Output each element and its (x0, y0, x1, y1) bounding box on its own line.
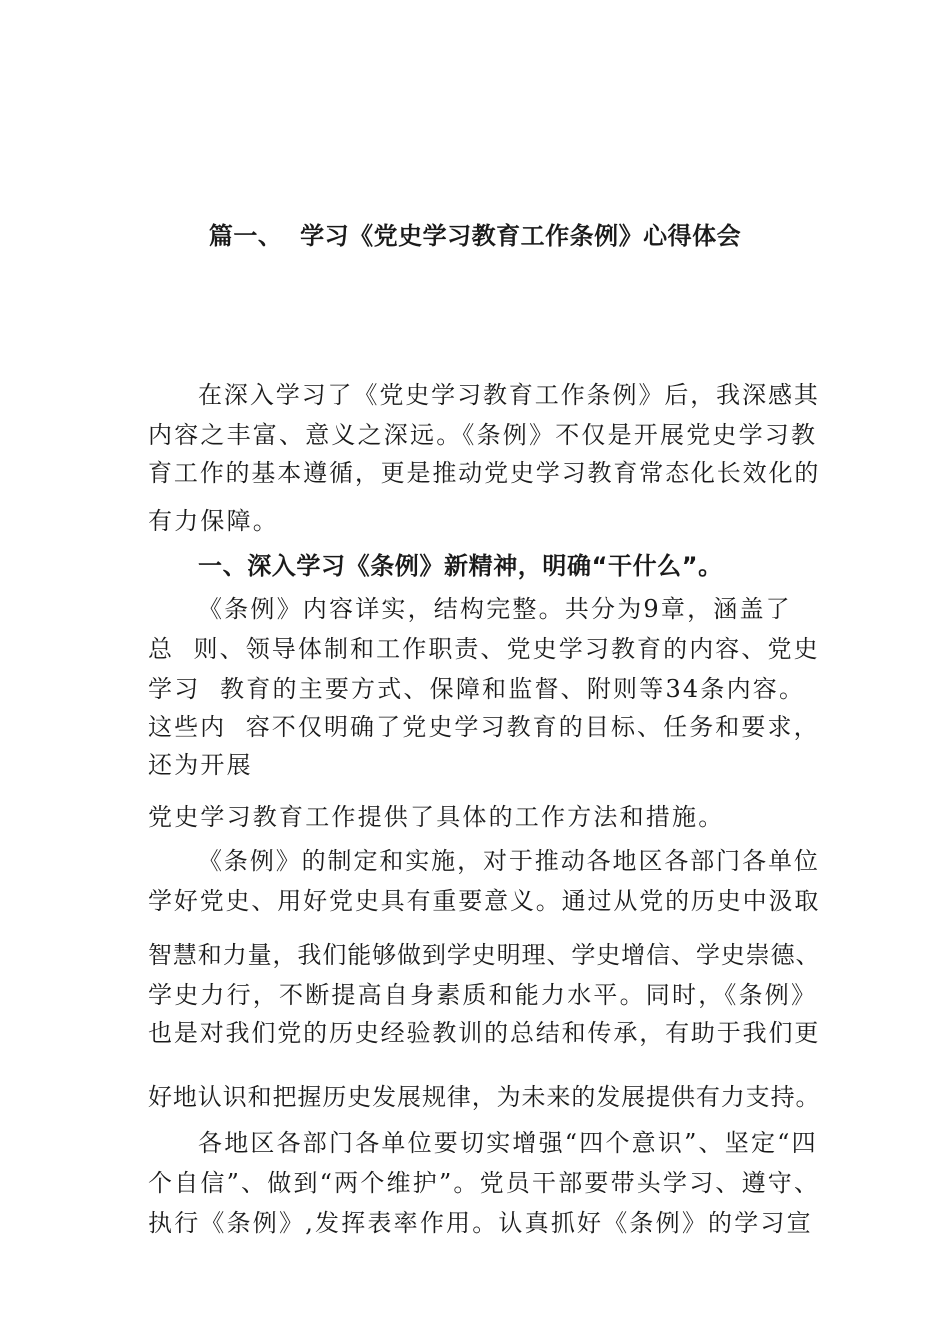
para2-line-2: 学好党史、用好党史具有重要意义。通过从党的历史中汲取 (148, 887, 821, 915)
para2-line-4: 学史力行，不断提高自身素质和能力水平。同时，《条例》 (148, 981, 818, 1009)
intro-line-4: 有力保障。 (148, 507, 279, 535)
para1-line-4: 这些内 容不仅明确了党史学习教育的目标、任务和要求， (148, 713, 820, 741)
intro-line-3: 育工作的基本遵循，更是推动党史学习教育常态化长效化的 (148, 459, 821, 487)
para1-line-5: 还为开展 (148, 751, 253, 779)
para1-line-6: 党史学习教育工作提供了具体的工作方法和措施。 (148, 803, 725, 831)
para3-line-3: 执行《条例》,发挥表率作用。认真抓好《条例》的学习宣 (148, 1209, 813, 1237)
para2-line-5: 也是对我们党的历史经验教训的总结和传承，有助于我们更 (148, 1019, 821, 1047)
intro-line-2: 内容之丰富、意义之深远。《条例》不仅是开展党史学习教 (148, 421, 818, 449)
para2-line-1: 《条例》的制定和实施，对于推动各地区各部门各单位 (198, 847, 820, 875)
para2-line-3: 智慧和力量，我们能够做到学史明理、学史增信、学史崇德、 (148, 941, 821, 969)
document-title: 篇一、 学习《党史学习教育工作条例》心得体会 (208, 222, 742, 250)
intro-line-1: 在深入学习了《党史学习教育工作条例》后，我深感其 (198, 381, 820, 409)
section-heading-1: 一、深入学习《条例》新精神，明确“干什么”。 (198, 552, 723, 580)
para1-line-3: 学习 教育的主要方式、保障和监督、附则等34条内容。 (148, 675, 806, 703)
para3-line-2: 个自信”、做到“两个维护”。党员干部要带头学习、遵守、 (148, 1169, 821, 1197)
para3-line-1: 各地区各部门各单位要切实增强“四个意识”、坚定“四 (198, 1129, 818, 1157)
para1-line-2: 总 则、领导体制和工作职责、党史学习教育的内容、党史 (148, 635, 820, 663)
para2-line-6: 好地认识和把握历史发展规律，为未来的发展提供有力支持。 (148, 1083, 821, 1111)
para1-line-1: 《条例》内容详实，结构完整。共分为9章，涵盖了 (198, 595, 792, 623)
